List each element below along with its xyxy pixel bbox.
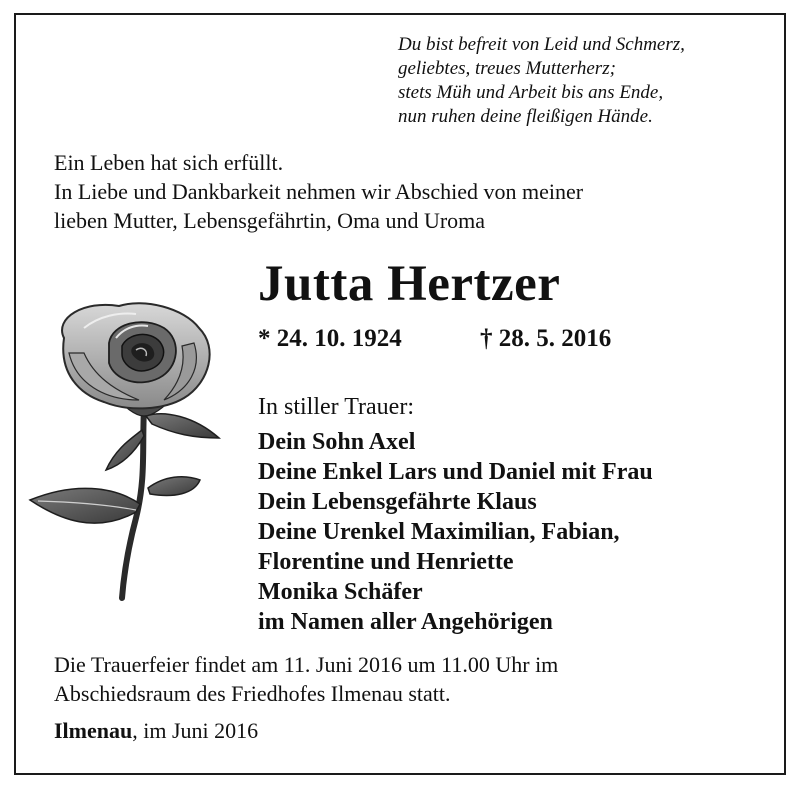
poem-line: geliebtes, treues Mutterherz; — [398, 58, 616, 79]
mourning-label: In stiller Trauer: — [258, 394, 414, 420]
mourners-list — [258, 427, 653, 637]
poem-line: nun ruhen deine fleißigen Hände. — [398, 106, 653, 127]
ceremony-info — [54, 650, 558, 708]
mourner-line: im Namen aller Angehörigen — [258, 609, 553, 635]
mourner-line: Florentine und Henriette — [258, 549, 514, 575]
mourner-line: Deine Urenkel Maximilian, Fabian, — [258, 519, 620, 545]
intro-text — [54, 148, 583, 235]
birth-date: * 24. 10. 1924 — [258, 325, 402, 352]
intro-line: In Liebe und Dankbarkeit nehmen wir Abschied von meiner — [54, 179, 584, 204]
place-date — [54, 716, 258, 745]
poem-line: Du bist befreit von Leid und Schmerz, — [398, 34, 685, 55]
mourner-line: Dein Lebensgefährte Klaus — [258, 489, 537, 515]
deceased-name: Jutta Hertzer — [258, 256, 561, 312]
mourner-line: Deine Enkel Lars und Daniel mit Frau — [258, 459, 653, 485]
death-date: † 28. 5. 2016 — [480, 325, 612, 352]
rose-icon — [24, 298, 234, 603]
ceremony-line: Abschiedsraum des Friedhofes Ilmenau statt. — [54, 681, 451, 706]
mourner-line: Dein Sohn Axel — [258, 429, 416, 455]
intro-line: lieben Mutter, Lebensgefährtin, Oma und Uroma — [54, 208, 486, 233]
place-city: Ilmenau — [54, 718, 133, 743]
place-date-text: , im Juni 2016 — [132, 718, 259, 743]
life-dates — [258, 323, 612, 355]
mourner-line: Monika Schäfer — [258, 579, 423, 605]
poem — [398, 33, 685, 129]
ceremony-line: Die Trauerfeier findet am 11. Juni 2016 um 11.00 Uhr im — [54, 652, 559, 677]
poem-line: stets Müh und Arbeit bis ans Ende, — [398, 82, 664, 103]
intro-line: Ein Leben hat sich erfüllt. — [54, 150, 284, 175]
